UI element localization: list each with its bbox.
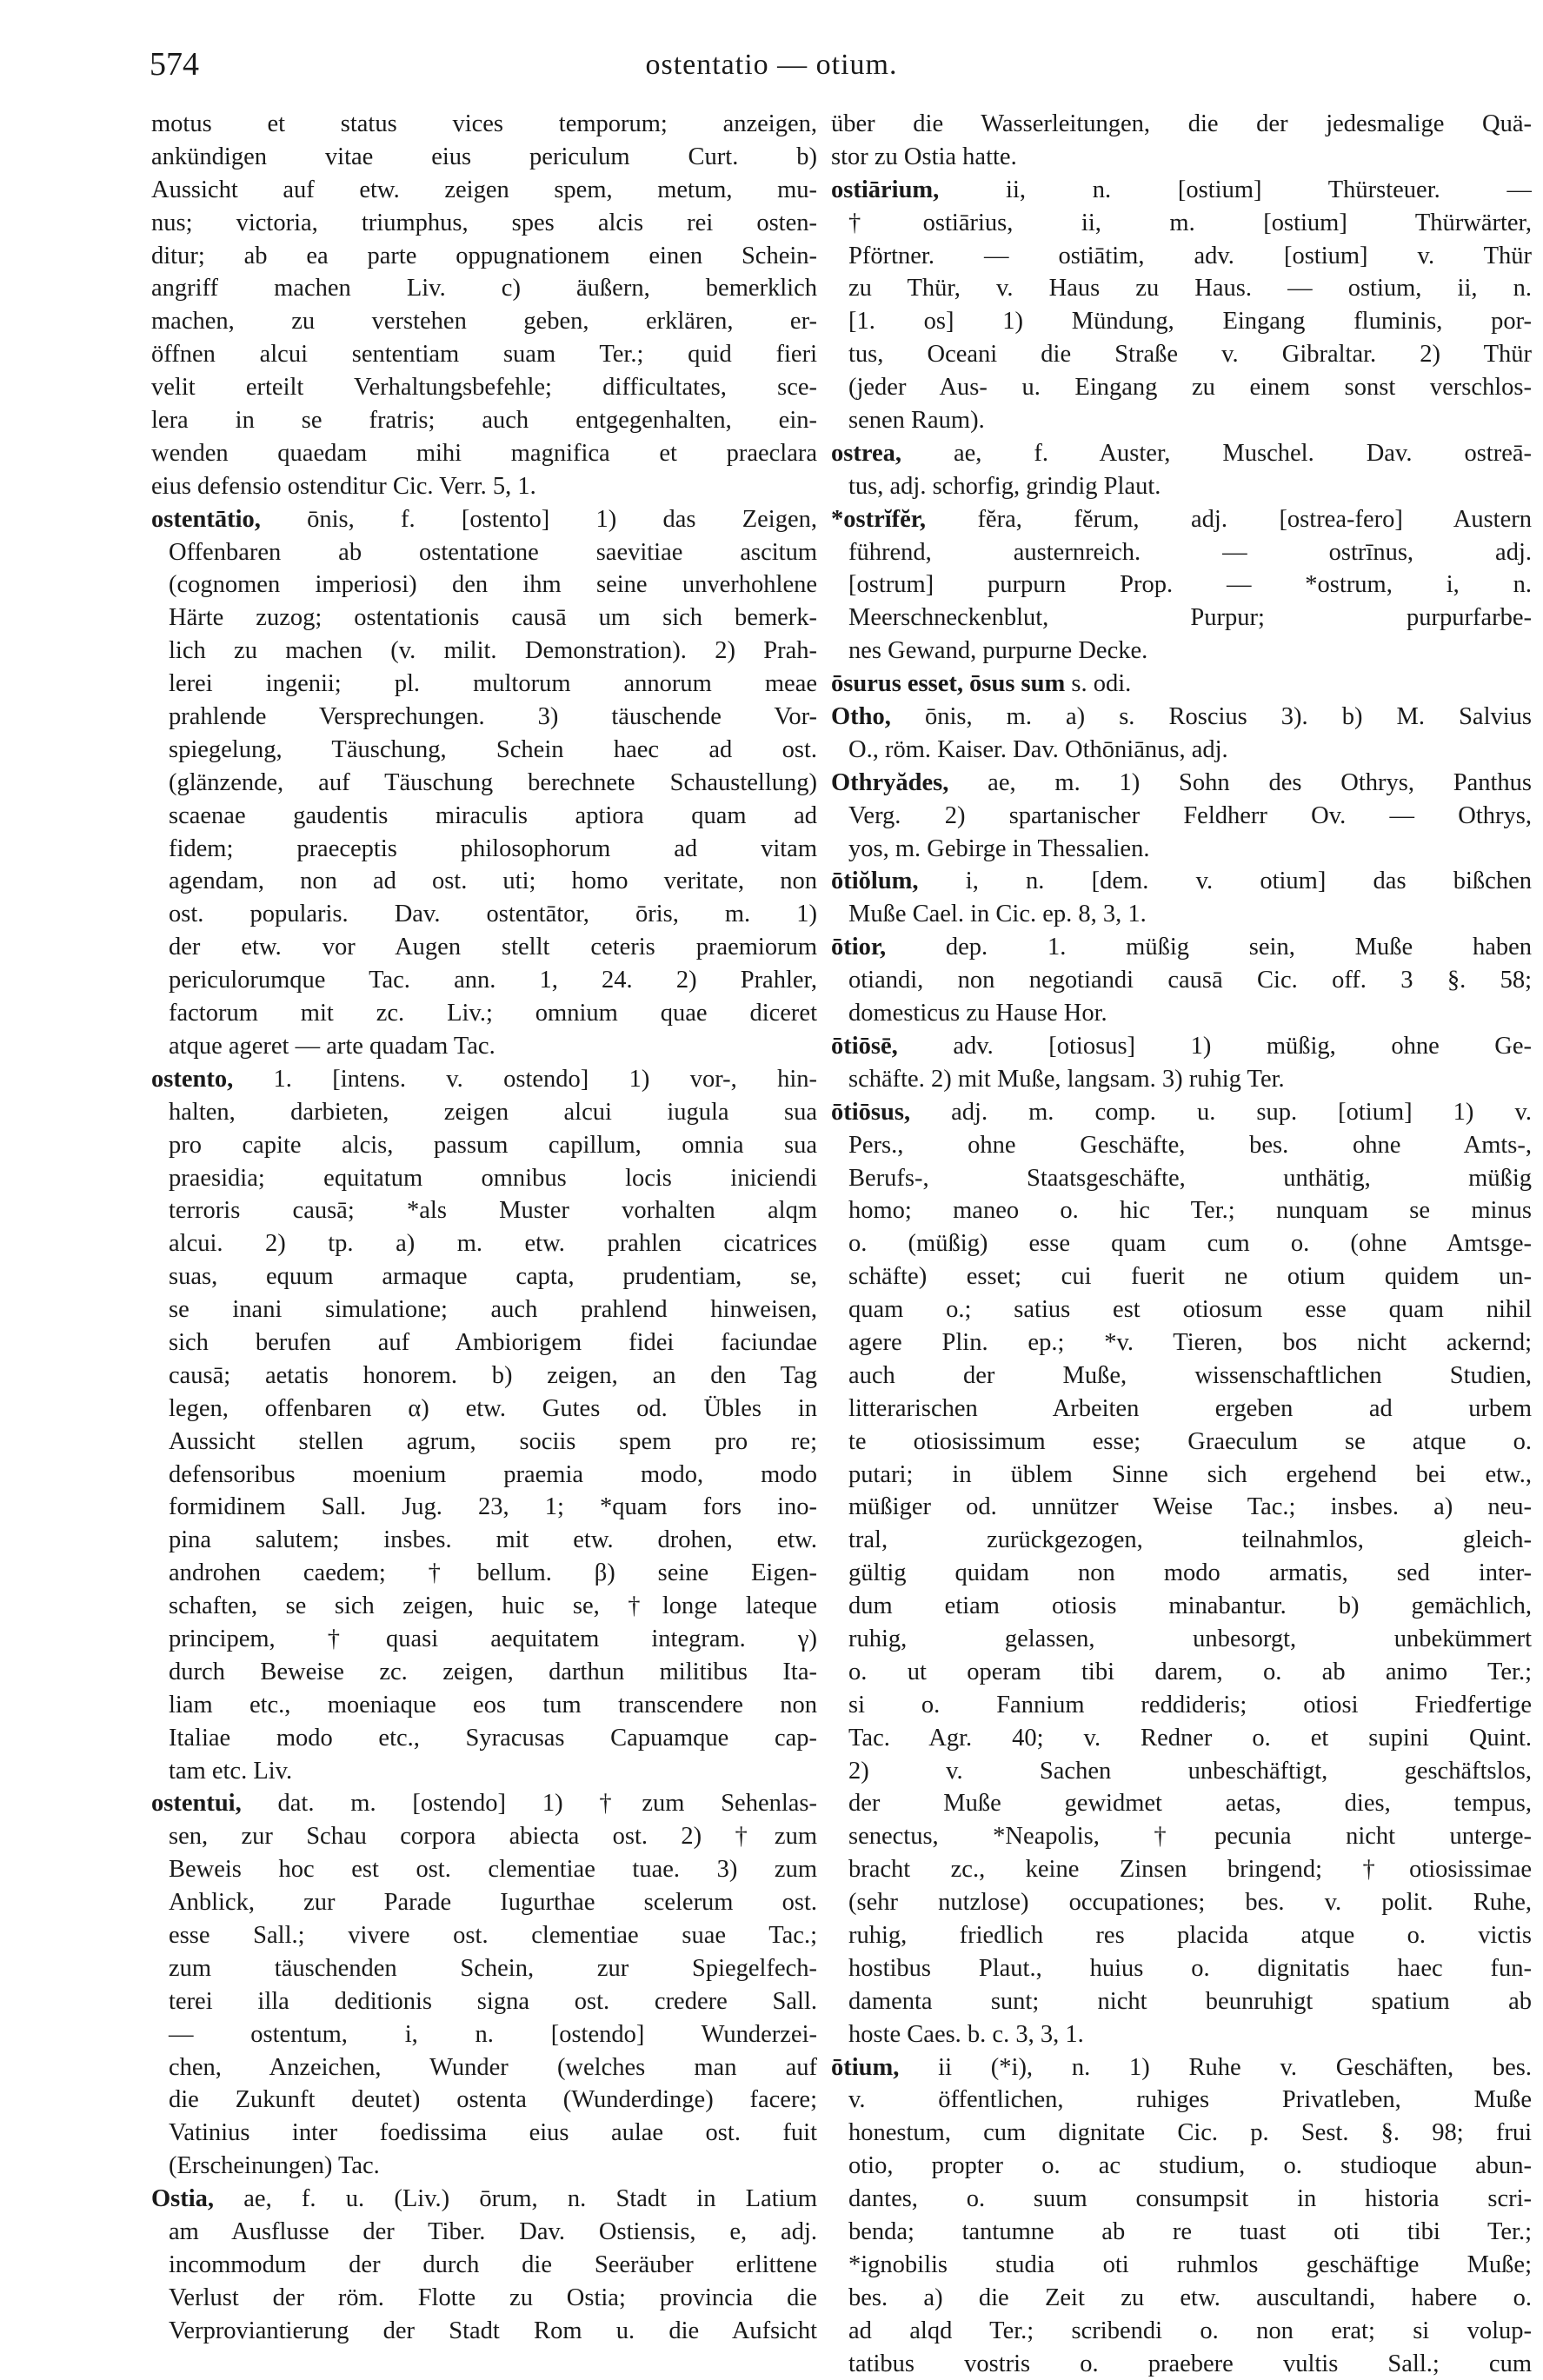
entry-line: sich berufen auf Ambiorigem fidei faciundae (169, 1328, 817, 1356)
entry-line: Verg. 2) spartanischer Feldherr Ov. — Othrys, (848, 801, 1532, 829)
entry-line: putari; in üblem Sinne sich ergehend bei etw., (848, 1460, 1532, 1488)
entry-line: hostibus Plaut., huius o. dignitatis haec fun- (848, 1954, 1532, 1982)
entry-line: Italiae modo etc., Syracusas Capuamque cap- (169, 1724, 817, 1752)
entry-line (831, 2051, 1532, 2084)
entry-line: Vatinius inter foedissima eius aulae ost. fuit (169, 2119, 817, 2147)
entry-text: i, n. [dem. v. otium] das bißchen (918, 868, 1532, 895)
entry-line: sen, zur Schau corpora abiecta ost. 2) †zum (169, 1823, 817, 1851)
entry-line (831, 767, 1532, 800)
entry-line: lera in se fratris; auch entgegenhalten, ein- (151, 407, 817, 435)
entry-line: senectus, *Neapolis, †pecunia nicht unterge- (848, 1823, 1532, 1851)
entry-line: öffnen alcui sententiam suam Ter.; quid fieri (151, 341, 817, 369)
headword: *ostrĭfĕr, (831, 505, 926, 533)
entry-line: tatibus vostris o. praebere vultis Sall.; cum (848, 2350, 1532, 2377)
entry-line: durch Beweise zc. zeigen, darthun militibus Ita- (169, 1658, 817, 1685)
entry-line (831, 1030, 1532, 1063)
entry-line: incommodum der durch die Seeräuber erlittene (169, 2250, 817, 2278)
dictionary-entry (151, 1063, 817, 1788)
entry-line: (cognomen imperiosi) den ihm seine unverhohlene (169, 571, 817, 599)
dictionary-entry (831, 668, 1532, 701)
entry-text: ōnis, m. a) s. Roscius 3). b) M. Salvius (890, 703, 1532, 731)
entry-line: wenden quaedam mihi magnifica et praeclara (151, 439, 817, 467)
headword: ōtior, (831, 934, 887, 961)
entry-text: ii (*i), n. 1) Ruhe v. Geschäften, bes. (899, 2053, 1532, 2081)
entry-line: te otiosissimum esse; Graeculum se atque o. (848, 1427, 1532, 1455)
entry-line: auch der Muße, wissenschaftlichen Studien, (848, 1361, 1532, 1389)
entry-line: eius defensio ostenditur Cic. Verr. 5, 1. (151, 472, 536, 500)
entry-line: (sehr nutzlose) occupationes; bes. v. polit. Ruhe, (848, 1889, 1532, 1917)
entry-line: periculorumque Tac. ann. 1, 24. 2) Prahler, (169, 967, 817, 994)
headword: ōtiōsus, (831, 1098, 911, 1126)
entry-line: domesticus zu Hause Hor. (848, 1000, 1107, 1027)
entry-text: ae, m. 1) Sohn des Othrys, Panthus (948, 768, 1532, 796)
entry-line: spiegelung, Täuschung, Schein haec ad ost. (169, 735, 817, 763)
entry-line: pina salutem; insbes. mit etw. drohen, etw. (169, 1526, 817, 1554)
dictionary-entry (831, 767, 1532, 866)
entry-line: agere Plin. ep.; *v. Tieren, bos nicht ackernd; (848, 1328, 1532, 1356)
entry-line: ad alqd Ter.; scribendi o. non erat; si volup- (848, 2317, 1532, 2344)
entry-text: adv. [otiosus] 1) müßig, ohne Ge- (897, 1032, 1532, 1060)
entry-line: atque ageret — arte quadam Tac. (169, 1032, 495, 1060)
entry-line: stor zu Ostia hatte. (831, 143, 1017, 170)
page-number: 574 (150, 46, 199, 83)
entry-line: (glänzende, auf Täuschung berechnete Schaustellung) (169, 768, 817, 796)
entry-line: 2) v. Sachen unbeschäftigt, geschäftslos, (848, 1757, 1532, 1785)
left-column (151, 108, 817, 2348)
entry-line: zu Thür, v. Haus zu Haus. — ostium, ii, n. (848, 275, 1532, 302)
entry-line (831, 1096, 1532, 1129)
dictionary-entry (831, 437, 1532, 503)
headword: ostentui, (151, 1790, 242, 1818)
entry-line: scaenae gaudentis miraculis aptiora quam ad (169, 801, 817, 829)
dictionary-entry (831, 1030, 1532, 1096)
entry-line: quam o.; satius est otiosum esse quam nihil (848, 1296, 1532, 1324)
dictionary-entry (831, 701, 1532, 767)
entry-line: zum täuschenden Schein, zur Spiegelfech- (169, 1954, 817, 1982)
entry-line: defensoribus moenium praemia modo, modo (169, 1460, 817, 1488)
entry-line: prahlende Versprechungen. 3) täuschende Vor- (169, 703, 817, 731)
entry-line (151, 2183, 817, 2216)
entry-line: machen, zu verstehen geben, erklären, er- (151, 308, 817, 336)
entry-line: factorum mit zc. Liv.; omnium quae diceret (169, 1000, 817, 1027)
entry-line: über die Wasserleitungen, die der jedesmalige Quä- (831, 110, 1532, 137)
entry-line (831, 865, 1532, 898)
entry-line: principem, †quasi aequitatem integram. γ) (169, 1625, 817, 1652)
entry-line: nus; victoria, triumphus, spes alcis rei osten- (151, 209, 817, 236)
entry-line: Meerschneckenblut, Purpur; purpurfarbe- (848, 604, 1532, 632)
headword: ostiārium, (831, 176, 940, 203)
dictionary-entry (831, 1096, 1532, 2051)
entry-text: dep. 1. müßig sein, Muße haben (886, 934, 1532, 961)
entry-line: angriff machen Liv. c) äußern, bemerklich (151, 275, 817, 302)
entry-line: hoste Caes. b. c. 3, 3, 1. (848, 2020, 1084, 2048)
entry-line: causā; aetatis honorem. b) zeigen, an den Tag (169, 1361, 817, 1389)
entry-line: ost. popularis. Dav. ostentātor, ōris, m. 1) (169, 901, 817, 928)
running-title: ostentatio — otium. (645, 49, 898, 81)
entry-line (831, 503, 1532, 536)
entry-line: ruhig, gelassen, unbesorgt, unbekümmert (848, 1625, 1532, 1652)
entry-line: v. öffentlichen, ruhiges Privatleben, Muße (848, 2086, 1532, 2114)
entry-text: ōnis, f. [ostento] 1) das Zeigen, (260, 505, 817, 533)
dictionary-entry (831, 503, 1532, 668)
entry-line: pro capite alcis, passum capillum, omnia sua (169, 1131, 817, 1159)
entry-line: motus et status vices temporum; anzeigen, (151, 110, 817, 137)
entry-line: Berufs-, Staatsgeschäfte, unthätig, müßig (848, 1164, 1532, 1192)
entry-line: Beweis hoc est ost. clementiae tuae. 3) zum (169, 1856, 817, 1884)
entry-line: o. (müßig) esse quam cum o. (ohne Amtsge- (848, 1230, 1532, 1258)
entry-line: fidem; praeceptis philosophorum ad vitam (169, 834, 817, 862)
entry-line: ankündigen vitae eius periculum Curt. b) (151, 143, 817, 170)
entry-line: yos, m. Gebirge in Thessalien. (848, 834, 1150, 862)
entry-line (151, 1787, 817, 1820)
entry-line: damenta sunt; nicht beunruhigt spatium ab (848, 1987, 1532, 2015)
entry-line: esse Sall.; vivere ost. clementiae suae Tac.; (169, 1921, 817, 1949)
entry-line: führend, austernreich. — ostrīnus, adj. (848, 538, 1532, 566)
entry-line: tus, adj. schorfig, grindig Plaut. (848, 472, 1161, 500)
entry-text: s. odi. (1065, 670, 1132, 698)
entry-line: der etw. vor Augen stellt ceteris praemiorum (169, 934, 817, 961)
dictionary-entry (831, 174, 1532, 437)
entry-line: honestum, cum dignitate Cic. p. Sest. §. 98; frui (848, 2119, 1532, 2147)
entry-text: dat. m. [ostendo] 1) †zum Sehenlas- (241, 1790, 817, 1818)
entry-line: Pförtner. — ostiātim, adv. [ostium] v. Thür (848, 242, 1532, 269)
entry-text: adj. m. comp. u. sup. [otium] 1) v. (910, 1098, 1532, 1126)
entry-line: *ignobilis studia oti ruhmlos geschäftige Muße; (848, 2250, 1532, 2278)
entry-line (831, 701, 1532, 734)
entry-line (831, 174, 1532, 207)
headword: Ostia, (151, 2185, 215, 2213)
entry-line: suas, equum armaque capta, prudentiam, se, (169, 1263, 817, 1291)
entry-line: (Erscheinungen) Tac. (169, 2152, 380, 2180)
entry-line: schäfte) esset; cui fuerit ne otium quidem un- (848, 1263, 1532, 1291)
entry-line: Pers., ohne Geschäfte, bes. ohne Amts-, (848, 1131, 1532, 1159)
entry-continuation (151, 108, 817, 503)
entry-line: müßiger od. unnützer Weise Tac.; insbes. a) neu- (848, 1493, 1532, 1521)
entry-line: Verlust der röm. Flotte zu Ostia; provincia die (169, 2284, 817, 2311)
entry-text: ae, f. u. (Liv.) ōrum, n. Stadt in Latium (214, 2185, 817, 2213)
entry-line: †ostiārius, ii, m. [ostium] Thürwärter, (848, 209, 1532, 236)
entry-line: homo; maneo o. hic Ter.; nunquam se minus (848, 1197, 1532, 1225)
headword: ostentātio, (151, 505, 261, 533)
entry-line: gültig quidam non modo armatis, sed inter- (848, 1559, 1532, 1587)
entry-line: senen Raum). (848, 407, 985, 435)
entry-line (831, 668, 1532, 701)
entry-continuation (831, 108, 1532, 174)
entry-line: [1. os] 1) Mündung, Eingang fluminis, por- (848, 308, 1532, 336)
headword: ōtiŏlum, (831, 868, 919, 895)
entry-line: litterarischen Arbeiten ergeben ad urbem (848, 1394, 1532, 1422)
dictionary-entry (151, 1787, 817, 2183)
entry-line: Aussicht stellen agrum, sociis spem pro re; (169, 1427, 817, 1455)
headword: ostrea, (831, 439, 901, 467)
entry-line: terroris causā; *als Muster vorhalten alqm (169, 1197, 817, 1225)
entry-line: velit erteilt Verhaltungsbefehle; difficultates, sce- (151, 374, 817, 402)
entry-line: Muße Cael. in Cic. ep. 8, 3, 1. (848, 901, 1147, 928)
entry-line: tus, Oceani die Straße v. Gibraltar. 2) Thür (848, 341, 1532, 369)
entry-line (831, 437, 1532, 470)
entry-line: schaften, se sich zeigen, huic se, †longe lateque (169, 1592, 817, 1620)
entry-line: — ostentum, i, n. [ostendo] Wunderzei- (169, 2020, 817, 2048)
entry-line: tral, zurückgezogen, teilnahmlos, gleich- (848, 1526, 1532, 1554)
entry-line: legen, offenbaren α) etw. Gutes od. Übles in (169, 1394, 817, 1422)
entry-line: alcui. 2) tp. a) m. etw. prahlen cicatrices (169, 1230, 817, 1258)
entry-line: bes. a) die Zeit zu etw. auscultandi, habere o. (848, 2284, 1532, 2311)
headword: Otho, (831, 703, 891, 731)
entry-line: [ostrum] purpurn Prop. — *ostrum, i, n. (848, 571, 1532, 599)
entry-line (831, 931, 1532, 964)
entry-line: lerei ingenii; pl. multorum annorum meae (169, 670, 817, 698)
entry-line: androhen caedem; †bellum. β) seine Eigen- (169, 1559, 817, 1587)
entry-line: formidinem Sall. Jug. 23, 1; *quam fors ino- (169, 1493, 817, 1521)
entry-text: fĕra, fĕrum, adj. [ostrea-fero] Austern (925, 505, 1532, 533)
entry-line: terei illa deditionis signa ost. credere Sall. (169, 1987, 817, 2015)
entry-line: ditur; ab ea parte oppugnationem einen Schein- (151, 242, 817, 269)
entry-line: dum etiam otiosis minabantur. b) gemächlich, (848, 1592, 1532, 1620)
entry-line: Härte zuzog; ostentationis causā um sich bemerk- (169, 604, 817, 632)
entry-text: ii, n. [ostium] Thürsteuer. — (939, 176, 1532, 203)
dictionary-entry (831, 931, 1532, 1030)
headword: Othryădes, (831, 768, 949, 796)
entry-line: ruhig, friedlich res placida atque o. victis (848, 1921, 1532, 1949)
entry-line: chen, Anzeichen, Wunder (welches man auf (169, 2053, 817, 2081)
entry-line: si o. Fannium reddideris; otiosi Friedfertige (848, 1691, 1532, 1719)
entry-line: Verproviantierung der Stadt Rom u. die Aufsicht (169, 2317, 817, 2344)
right-column (831, 108, 1532, 2380)
entry-line (151, 503, 817, 536)
dictionary-entry (151, 2183, 817, 2347)
entry-line: liam etc., moeniaque eos tum transcendere non (169, 1691, 817, 1719)
entry-line: O., röm. Kaiser. Dav. Othōniānus, adj. (848, 735, 1228, 763)
headword: ostento, (151, 1065, 234, 1093)
entry-line: halten, darbieten, zeigen alcui iugula sua (169, 1098, 817, 1126)
entry-line: nes Gewand, purpurne Decke. (848, 637, 1148, 665)
entry-line: bracht zc., keine Zinsen bringend; †otiosissimae (848, 1856, 1532, 1884)
entry-line: otiandi, non negotiandi causā Cic. off. 3 §. 58; (848, 967, 1532, 994)
entry-line: lich zu machen (v. milit. Demonstration). 2) Prah- (169, 637, 817, 665)
entry-text: ae, f. Auster, Muschel. Dav. ostreā- (901, 439, 1532, 467)
entry-line: o. ut operam tibi darem, o. ab animo Ter.; (848, 1658, 1532, 1685)
headword: ōsurus esset, ōsus sum (831, 670, 1066, 698)
entry-line: die Zukunft deutet) ostenta (Wunderdinge) facere; (169, 2086, 817, 2114)
entry-line: tam etc. Liv. (169, 1757, 293, 1785)
entry-line: otio, propter o. ac studium, o. studioque abun- (848, 2152, 1532, 2180)
entry-line: (jeder Aus- u. Eingang zu einem sonst verschlos- (848, 374, 1532, 402)
entry-line: dantes, o. suum consumpsit in historia scri- (848, 2185, 1532, 2213)
dictionary-entry (151, 503, 817, 1063)
entry-line: Tac. Agr. 40; v. Redner o. et supini Quint. (848, 1724, 1532, 1752)
entry-line: Offenbaren ab ostentatione saevitiae ascitum (169, 538, 817, 566)
headword: ōtium, (831, 2053, 900, 2081)
entry-line: der Muße gewidmet aetas, dies, tempus, (848, 1790, 1532, 1818)
entry-line: agendam, non ad ost. uti; homo veritate, non (169, 868, 817, 895)
entry-line: am Ausflusse der Tiber. Dav. Ostiensis, e, adj. (169, 2218, 817, 2245)
entry-line (151, 1063, 817, 1096)
dictionary-entry (831, 865, 1532, 931)
entry-line: schäfte. 2) mit Muße, langsam. 3) ruhig Ter. (848, 1065, 1285, 1093)
dictionary-entry (831, 2051, 1532, 2380)
entry-line: se inani simulatione; auch prahlend hinweisen, (169, 1296, 817, 1324)
entry-line: benda; tantumne ab re tuast oti tibi Ter.; (848, 2218, 1532, 2245)
headword: ōtiōsē, (831, 1032, 898, 1060)
entry-text: 1. [intens. v. ostendo] 1) vor-, hin- (233, 1065, 817, 1093)
entry-line: praesidia; equitatum omnibus locis iniciendi (169, 1164, 817, 1192)
entry-line: Anblick, zur Parade Iugurthae scelerum ost. (169, 1889, 817, 1917)
entry-line: Aussicht auf etw. zeigen spem, metum, mu- (151, 176, 817, 203)
